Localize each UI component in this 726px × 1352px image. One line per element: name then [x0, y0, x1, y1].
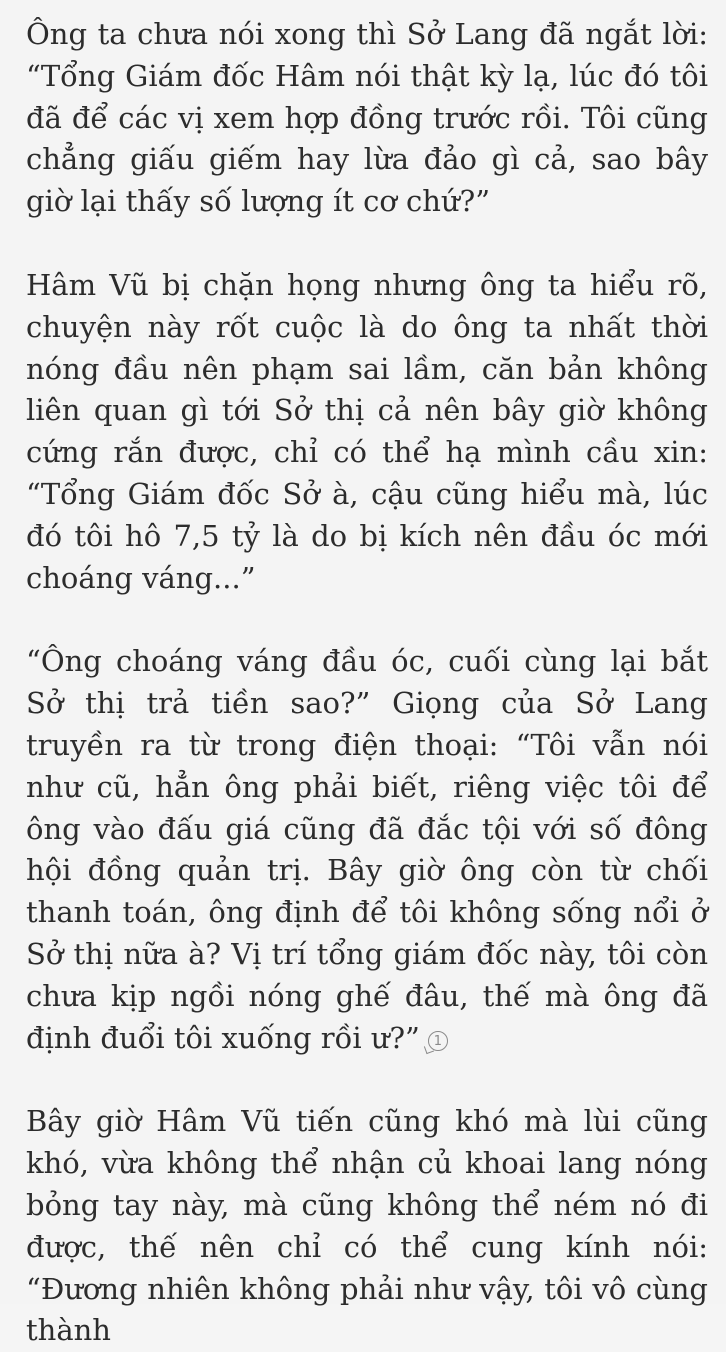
paragraph-gap: [26, 599, 708, 641]
footnote-marker-icon[interactable]: 1: [428, 1031, 448, 1051]
paragraph-3-text: “Ông choáng váng đầu óc, cuối cùng lại bắt Sở thị trả tiền sao?” Giọng của Sở Lang truyền ra từ trong điện thoại: “Tôi vẫn nói như cũ, hẳn ông phải biết, riêng việc tôi để ông vào đấu giá cũng đã đắc tội với số đông hội đồng quản trị. Bây giờ ông còn từ chối thanh toán, ông định để tôi không sống nổi ở Sở thị nữa à? Vị trí tổng giám đốc này, tôi còn chưa kịp ngồi nóng ghế đâu, thế mà ông đã định đuổi tôi xuống rồi ư?”: [26, 644, 708, 1055]
paragraph-4: Bây giờ Hâm Vũ tiến cũng khó mà lùi cũng khó, vừa không thể nhận củ khoai lang nóng bỏng tay này, mà cũng không thể ném nó đi được, thế nên chỉ có thể cung kính nói: “Đương nhiên không phải như vậy, tôi vô cùng thành: [26, 1104, 708, 1348]
paragraph-1: Ông ta chưa nói xong thì Sở Lang đã ngắt lời: “Tổng Giám đốc Hâm nói thật kỳ lạ, lúc đó tôi đã để các vị xem hợp đồng trước rồi. Tôi cũng chẳng giấu giếm hay lừa đảo gì cả, sao bây giờ lại thấy số lượng ít cơ chứ?”: [26, 17, 708, 219]
paragraph-gap: [26, 223, 708, 265]
paragraph-3: [26, 641, 708, 1059]
paragraph-gap: [26, 1059, 708, 1101]
paragraph-2: Hâm Vũ bị chặn họng nhưng ông ta hiểu rõ, chuyện này rốt cuộc là do ông ta nhất thời nóng đầu nên phạm sai lầm, căn bản không liên quan gì tới Sở thị cả nên bây giờ không cứng rắn được, chỉ có thể hạ mình cầu xin: “Tổng Giám đốc Sở à, cậu cũng hiểu mà, lúc đó tôi hô 7,5 tỷ là do bị kích nên đầu óc mới choáng váng...”: [26, 267, 708, 595]
